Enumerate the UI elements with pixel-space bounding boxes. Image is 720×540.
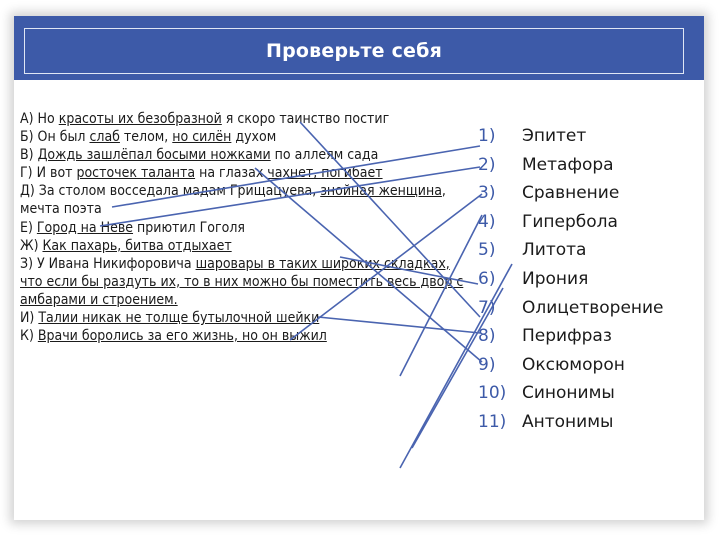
sentence-d [20, 182, 470, 218]
sentence-text: на глазах [195, 165, 268, 182]
sentence-text: , мечта поэта [20, 183, 446, 218]
answer-item [478, 265, 718, 294]
answer-label: Антонимы [522, 411, 614, 432]
sentence-text: по аллеям сада [270, 147, 379, 164]
underlined-phrase: Город на Неве [36, 219, 134, 236]
answer-item [478, 151, 718, 180]
sentence-i [20, 309, 470, 327]
answer-item [478, 294, 718, 323]
underlined-phrase: чахнет, погибает [267, 165, 383, 182]
answer-number: 9) [478, 354, 496, 375]
answer-number: 6) [478, 268, 496, 289]
sentence-z [20, 255, 470, 309]
sentence-text: И) [20, 310, 39, 327]
sentence-k [20, 327, 470, 345]
answer-item [478, 208, 718, 237]
sentence-g [20, 164, 470, 182]
answer-item [478, 408, 718, 437]
answer-label: Гипербола [522, 211, 618, 232]
answer-number: 7) [478, 297, 496, 318]
sentence-text: Е) [20, 219, 37, 236]
answer-label: Синонимы [522, 383, 615, 404]
sentence-text: А) Но [20, 111, 59, 127]
sentence-text: Г) И вот [20, 165, 77, 182]
answer-label: Литота [522, 240, 587, 261]
sentence-text: приютил Гоголя [133, 219, 245, 236]
sentence-text: Д) За столом восседала мадам Грищацуева, [20, 183, 321, 200]
sentences-list [20, 110, 470, 345]
answer-number: 2) [478, 154, 496, 175]
answer-number: 10) [478, 383, 507, 404]
sentence-text: К) [20, 328, 38, 345]
underlined-phrase: Врачи боролись за его жизнь, но он выжил [37, 328, 327, 345]
answer-number: 8) [478, 326, 496, 347]
sentence-text: З) У Ивана Никифоровича [20, 255, 196, 272]
answer-item [478, 236, 718, 265]
page-title: Проверьте себя [265, 40, 442, 62]
answer-label: Сравнение [522, 183, 620, 204]
answer-label: Метафора [522, 154, 614, 175]
answer-number: 4) [478, 211, 496, 232]
sentence-text: Ж) [20, 237, 43, 254]
answer-item [478, 351, 718, 380]
sentence-a [20, 110, 470, 128]
answer-label: Оксюморон [522, 354, 625, 375]
sentence-text: Б) Он был [20, 129, 90, 146]
underlined-phrase: Талии никак не толще бутылочной шейки [38, 310, 320, 327]
underlined-phrase: Дождь зашлёпал босыми ножками [37, 147, 271, 164]
underlined-phrase: знойная женщина [320, 183, 442, 200]
answers-list [478, 122, 718, 437]
answer-number: 1) [478, 126, 496, 146]
answer-number: 3) [478, 183, 496, 204]
title-box [24, 28, 684, 74]
answer-label: Эпитет [522, 126, 587, 146]
underlined-phrase: красоты их безобразной [58, 111, 222, 127]
underlined-phrase: слаб [89, 129, 120, 146]
answer-label: Ирония [522, 268, 589, 289]
answer-label: Перифраз [522, 326, 612, 347]
sentence-text: В) [20, 147, 38, 164]
sentence-text: духом [231, 129, 277, 146]
answer-item [478, 179, 718, 208]
sentence-zh [20, 237, 470, 255]
underlined-phrase: шаровары в таких широких складках, что если бы раздуть их, то в них можно бы поместить весь двор с амбарами и строением. [20, 255, 464, 308]
underlined-phrase: росточек таланта [76, 165, 196, 182]
sentence-e [20, 219, 470, 237]
answer-label: Олицетворение [522, 297, 664, 318]
sentence-v [20, 146, 470, 164]
underlined-phrase: Как пахарь, битва отдыхает [42, 237, 232, 254]
answer-item [478, 122, 718, 151]
answer-item [478, 322, 718, 351]
answer-item [478, 379, 718, 408]
answer-number: 11) [478, 411, 507, 432]
sentence-b [20, 128, 470, 146]
underlined-phrase: но силён [172, 129, 232, 146]
sentence-text: я скоро таинство постиг [221, 111, 390, 127]
answer-number: 5) [478, 240, 496, 261]
sentence-text: телом, [119, 129, 173, 146]
